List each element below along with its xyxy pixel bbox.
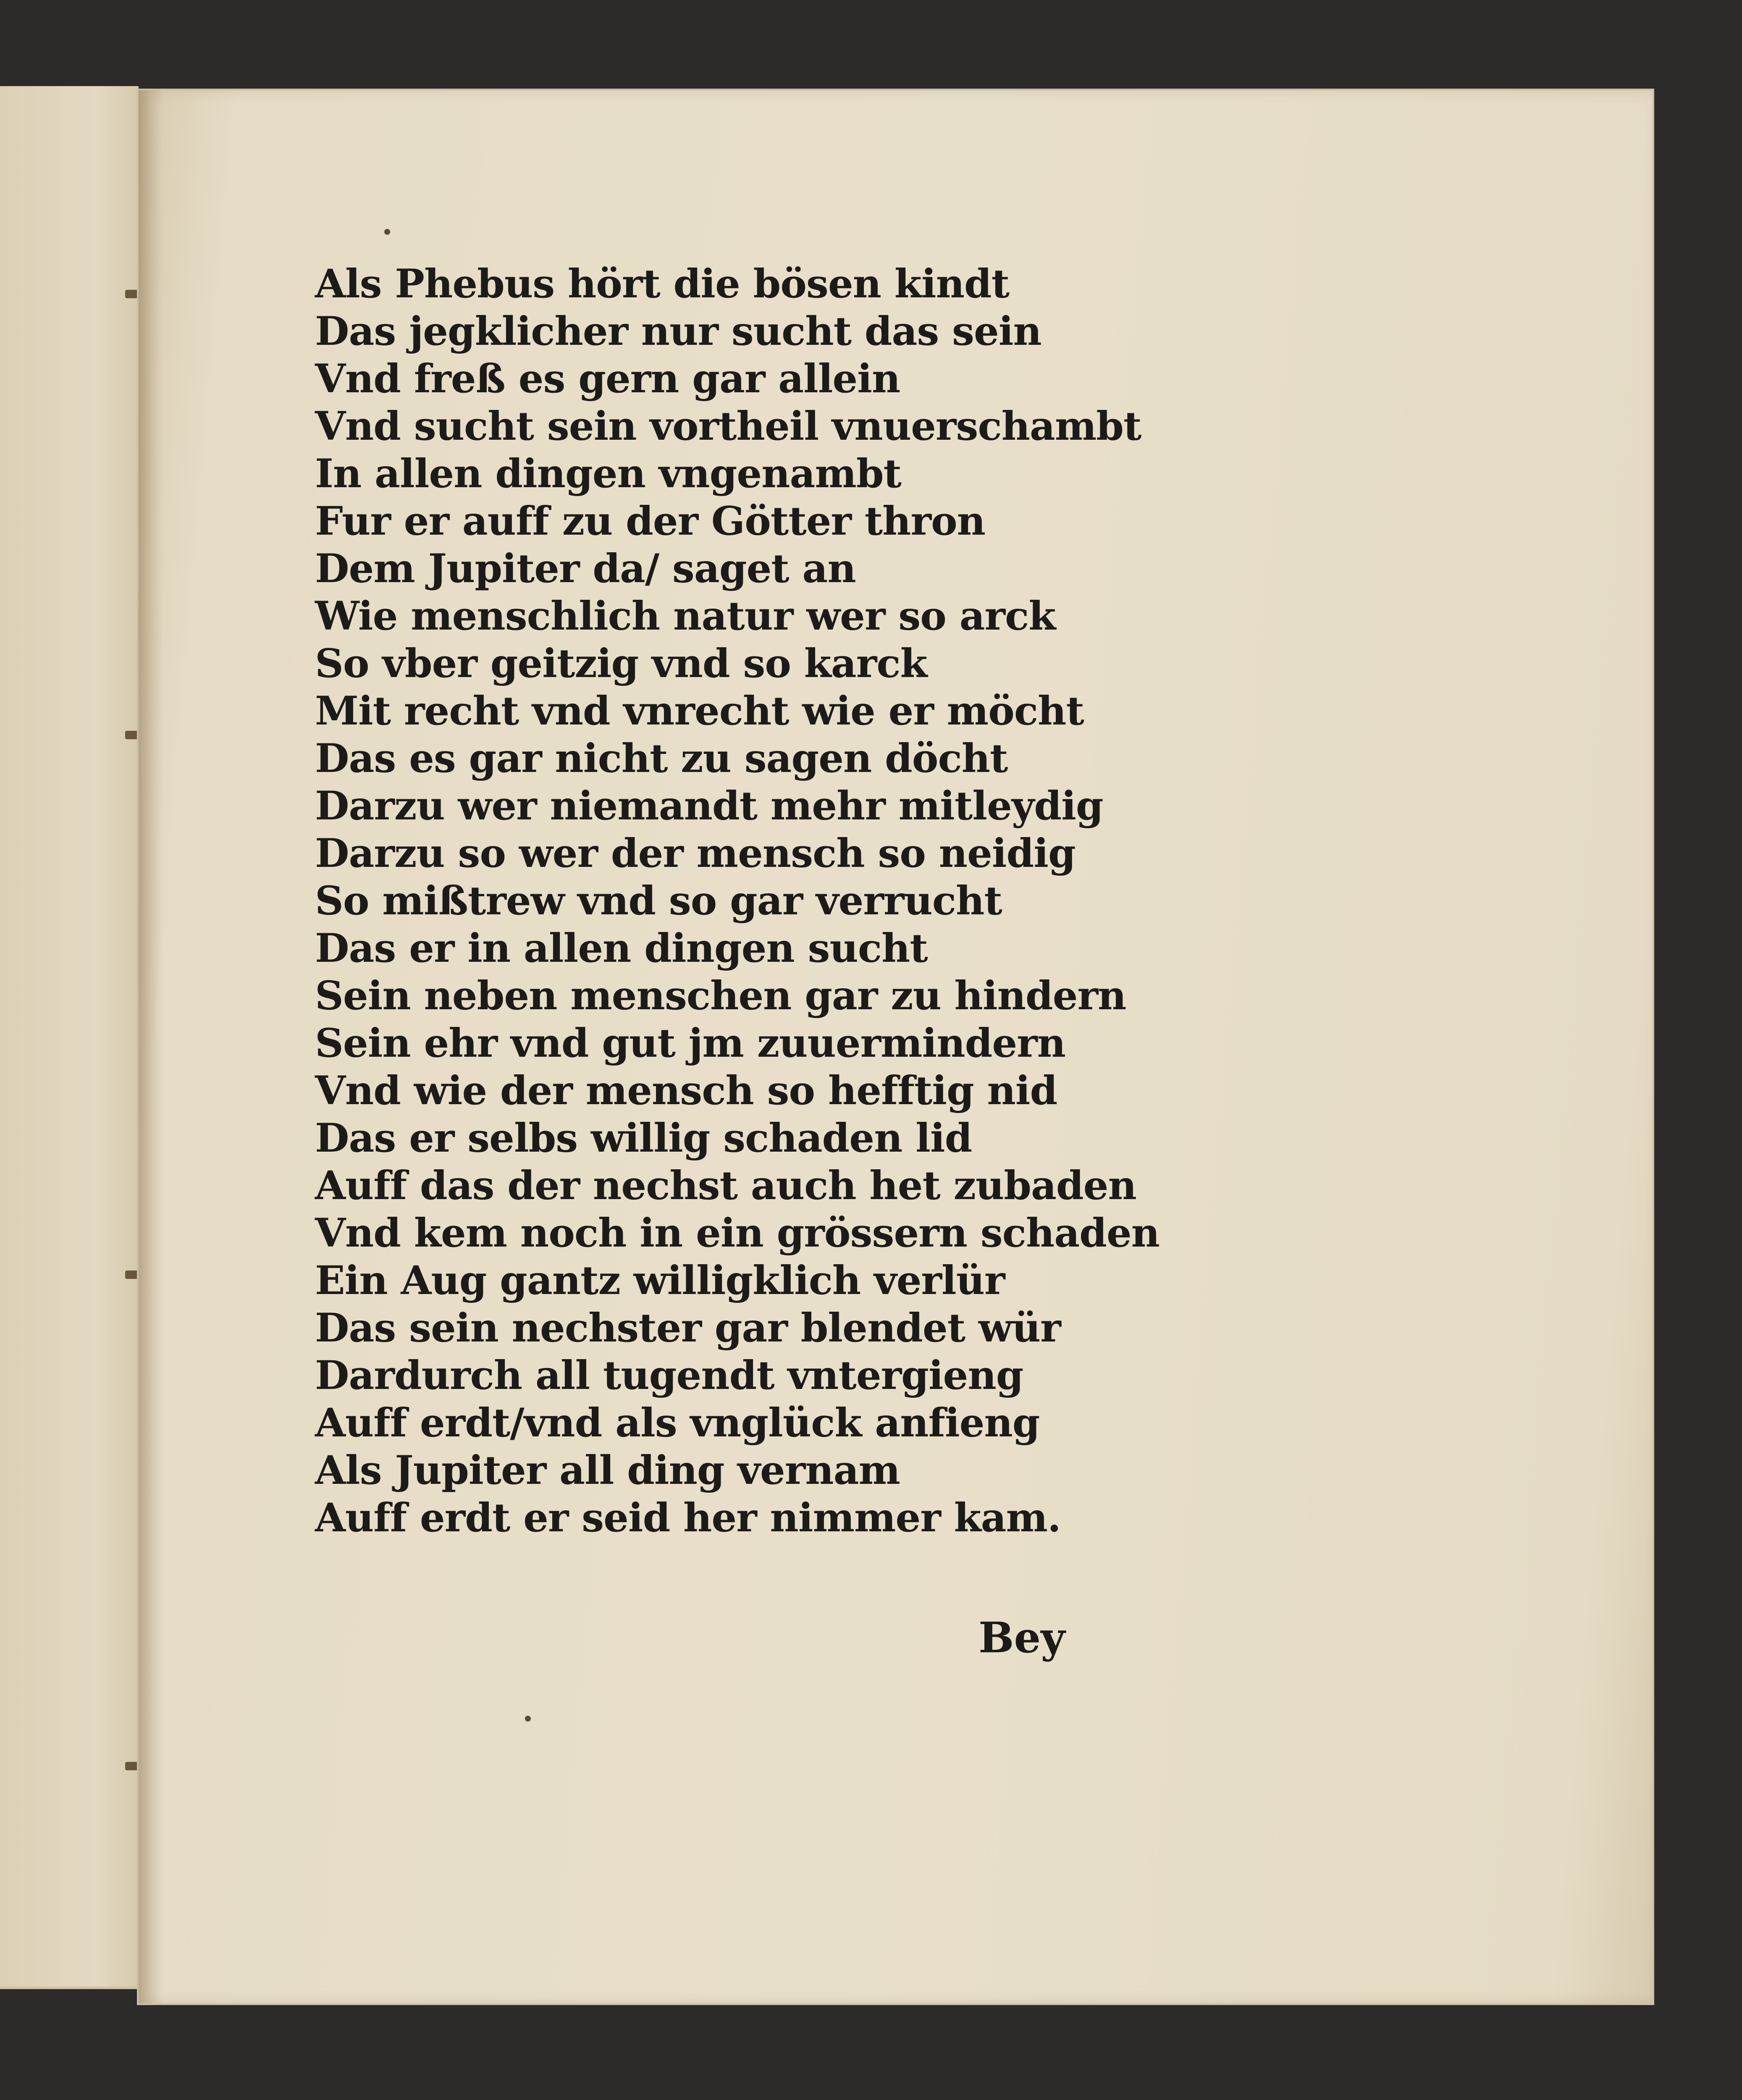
verse-line: Auff erdt/vnd als vnglück anfieng	[315, 1400, 1040, 1446]
verse-line: Vnd sucht sein vortheil vnuerschambt	[315, 403, 1141, 449]
verse-block	[315, 260, 1281, 1542]
verse-line: Das es gar nicht zu sagen döcht	[315, 735, 1008, 782]
verse-line: So mißtrew vnd so gar verrucht	[315, 878, 1002, 924]
verse-line: Ein Aug gantz willigklich verlür	[315, 1257, 1005, 1304]
verse-line: Sein ehr vnd gut jm zuuermindern	[315, 1020, 1066, 1066]
verse-line: Fur er auff zu der Götter thron	[315, 498, 986, 544]
verse-line: So vber geitzig vnd so karck	[315, 640, 927, 687]
book-page	[139, 90, 1653, 2003]
catchword: Bey	[979, 1613, 1065, 1662]
verse-line: Auff das der nechst auch het zubaden	[315, 1163, 1136, 1209]
verse-line: Als Phebus hört die bösen kindt	[315, 261, 1010, 307]
verse-line: Das er in allen dingen sucht	[315, 925, 928, 971]
ink-speck	[384, 229, 390, 235]
verse-line: In allen dingen vngenambt	[315, 451, 901, 497]
facing-page-edge	[0, 86, 139, 1989]
verse-line: Als Jupiter all ding vernam	[315, 1447, 900, 1494]
verse-line: Auff erdt er seid her nimmer kam.	[315, 1495, 1061, 1541]
verse-line: Vnd kem noch in ein grössern schaden	[315, 1210, 1160, 1256]
verse-line: Wie menschlich natur wer so arck	[315, 593, 1056, 639]
verse-line: Vnd freß es gern gar allein	[315, 356, 900, 402]
page-gutter-shadow	[139, 90, 164, 2003]
verse-line: Darzu wer niemandt mehr mitleydig	[315, 783, 1103, 829]
verse-line: Dem Jupiter da/ saget an	[315, 546, 856, 592]
verse-line: Dardurch all tugendt vntergieng	[315, 1352, 1023, 1399]
ink-speck	[525, 1716, 531, 1722]
verse-line: Mit recht vnd vnrecht wie er möcht	[315, 688, 1084, 734]
verse-line: Vnd wie der mensch so hefftig nid	[315, 1068, 1057, 1114]
verse-line: Sein neben menschen gar zu hindern	[315, 973, 1126, 1019]
verse-line: Das er selbs willig schaden lid	[315, 1115, 972, 1161]
verse-line: Darzu so wer der mensch so neidig	[315, 830, 1076, 877]
verse-line: Das sein nechster gar blendet wür	[315, 1305, 1061, 1351]
verse-line: Das jegklicher nur sucht das sein	[315, 308, 1042, 354]
